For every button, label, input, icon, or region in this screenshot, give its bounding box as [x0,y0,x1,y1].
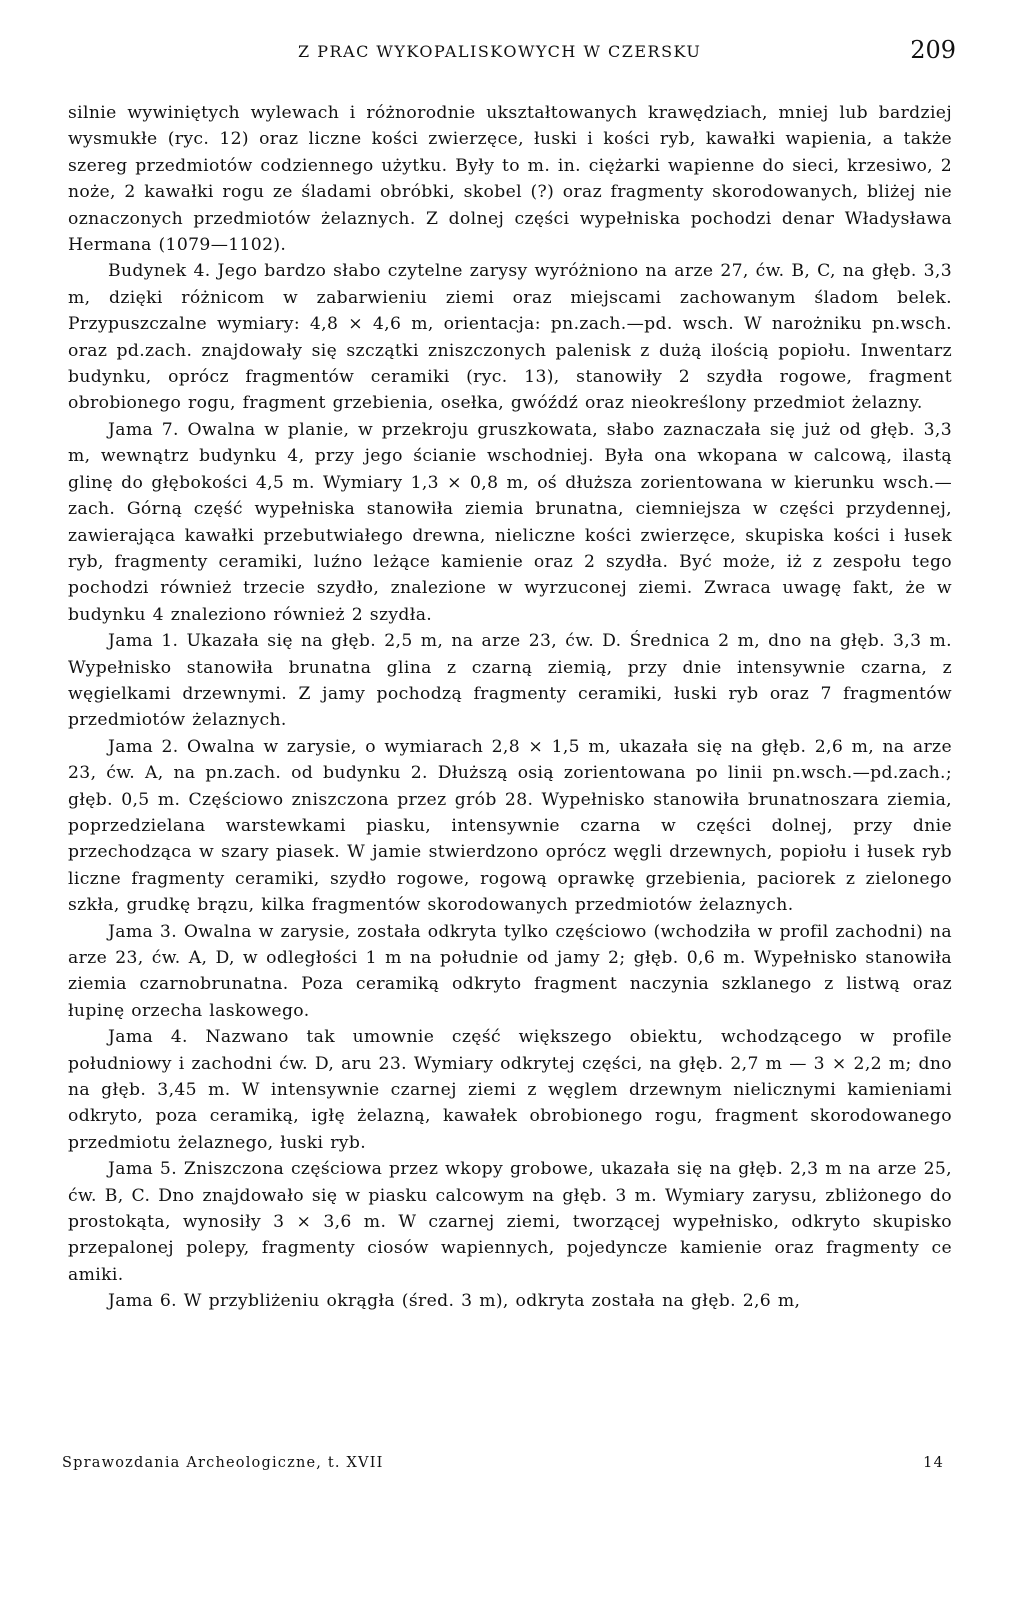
paragraph-jama-7: Jama 7. Owalna w planie, w przekroju gruszkowata, słabo zaznaczała się już od głęb. 3,3 m, wewnątrz budynku 4, przy jego ścianie wschodniej. Była ona wkopana w calcową, ilastą glinę do głębokości 4,5 m. Wymiary 1,3 × 0,8 m, oś dłuższa zorientowana w kierunku wsch.—zach. Górną część wypełniska stanowiła ziemia brunatna, ciemniejsza w części przydennej, zawierająca kawałki przebutwiałego drewna, nieliczne kości zwierzęce, skupiska kości i łusek ryb, fragmenty ceramiki, luźno leżące kamienie oraz 2 szydła. Być może, iż z zespołu tego pochodzi również trzecie szydło, znalezione w wyrzuconej ziemi. Zwraca uwagę fakt, że w budynku 4 znaleziono również 2 szydła. [68,419,952,625]
page-number: 209 [910,36,956,64]
paragraph: silnie wywiniętych wylewach i różnorodnie ukształtowanych krawędziach, mniej lub bardziej wysmukłe (ryc. 12) oraz liczne kości zwierzęce, łuski i kości ryb, kawałki wapienia, a także szereg przedmiotów codziennego użytku. Były to m. in. ciężarki wapienne do sieci, krzesiwo, 2 noże, 2 kawałki rogu ze śladami obróbki, skobel (?) oraz fragmenty skorodowanych, bliżej nie oznaczonych przedmiotów żelaznych. Z dolnej części wypełniska pochodzi denar Władysława Hermana (1079—1102). [68,103,952,256]
paragraph-jama-1: Jama 1. Ukazała się na głęb. 2,5 m, na arze 23, ćw. D. Średnica 2 m, dno na głęb. 3,3 m. Wypełnisko stanowiła brunatna glina z czarną ziemią, przy dnie intensywnie czarna, z węgielkami drzewnymi. Z jamy pochodzą fragmenty ceramiki, łuski ryb oraz 7 fragmentów przedmiotów żelaznych. [68,631,952,731]
paragraph-jama-3: Jama 3. Owalna w zarysie, została odkryta tylko częściowo (wchodziła w profil zachodni) na arze 23, ćw. A, D, w odległości 1 m na południe od jamy 2; głęb. 0,6 m. Wypełnisko stanowiła ziemia czarnobrunatna. Poza ceramiką odkryto fragment naczynia szklanego z listwą oraz łupinę orzecha laskowego. [68,921,952,1021]
paragraph-budynek-4: Budynek 4. Jego bardzo słabo czytelne zarysy wyróżniono na arze 27, ćw. B, C, na głęb. 3,3 m, dzięki różnicom w zabarwieniu ziemi oraz miejscami zachowanym śladom belek. Przypuszczalne wymiary: 4,8 × 4,6 m, orientacja: pn.zach.—pd. wsch. W narożniku pn.wsch. oraz pd.zach. znajdowały się szczątki zniszczonych palenisk z dużą ilością popiołu. Inwentarz budynku, oprócz fragmentów ceramiki (ryc. 13), stanowiły 2 szydła rogowe, fragment obrobionego rogu, fragment grzebienia, osełka, gwóźdź oraz nieokreślony przedmiot żelazny. [68,261,952,414]
footer-sheet-number: 14 [923,1455,944,1471]
footer-journal-title: Sprawozdania Archeologiczne, t. XVII [62,1455,384,1471]
paragraph-jama-2: Jama 2. Owalna w zarysie, o wymiarach 2,8 × 1,5 m, ukazała się na głęb. 2,6 m, na arze 23, ćw. A, na pn.zach. od budynku 2. Dłuższą osią zorientowana po linii pn.wsch.—pd.zach.; głęb. 0,5 m. Częściowo zniszczona przez grób 28. Wypełnisko stanowiła brunatnoszara ziemia, poprzedzielana warstewkami piasku, intensywnie czarna w części dolnej, przy dnie przechodząca w szary piasek. W jamie stwierdzono oprócz węgli drzewnych, popiołu i łusek ryb liczne fragmenty ceramiki, szydło rogowe, rogową oprawkę grzebienia, paciorek z zielonego szkła, grudkę brązu, kilka fragmentów skorodowanych przedmiotów żelaznych. [68,736,952,916]
paragraph-jama-5: Jama 5. Zniszczona częściowa przez wkopy grobowe, ukazała się na głęb. 2,3 m na arze 25, ćw. B, C. Dno znajdowało się w piasku calcowym na głęb. 3 m. Wymiary zarysu, zbliżonego do prostokąta, wynosiły 3 × 3,6 m. W czarnej ziemi, tworzącej wypełnisko, odkryto skupisko przepalonej polepy, fragmenty ciosów wapiennych, pojedyncze kamienie oraz fragmenty ce amiki. [68,1159,952,1285]
running-head [68,36,956,76]
paragraph-jama-6: Jama 6. W przybliżeniu okrągła (śred. 3 m), odkryta została na głęb. 2,6 m, [108,1291,801,1312]
page-footer [62,1455,944,1479]
paragraph-jama-4: Jama 4. Nazwano tak umownie część większego obiektu, wchodzącego w profile południowy i zachodni ćw. D, aru 23. Wymiary odkrytej części, na głęb. 2,7 m — 3 × 2,2 m; dno na głęb. 3,45 m. W intensywnie czarnej ziemi z węglem drzewnym nielicznymi kamieniami odkryto, poza ceramiką, igłę żelazną, kawałek obrobionego rogu, fragment skorodowanego przedmiotu żelaznego, łuski ryb. [68,1027,952,1153]
body-text [68,100,952,1315]
running-title: Z PRAC WYKOPALISKOWYCH W CZERSKU [298,42,702,61]
